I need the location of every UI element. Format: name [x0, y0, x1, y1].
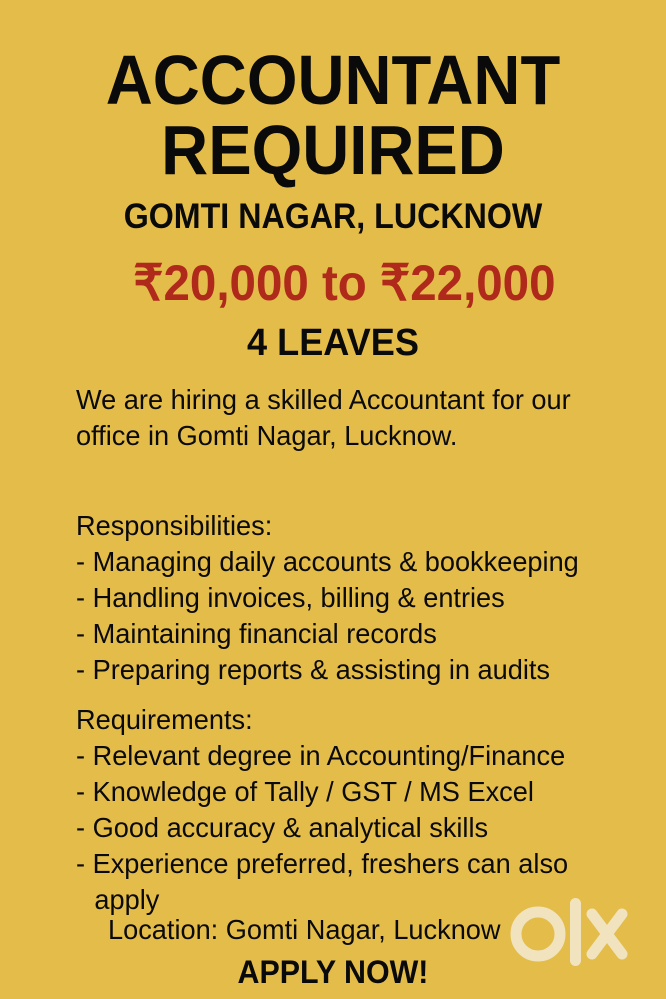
- responsibilities-section: [76, 508, 629, 688]
- title-line-1: ACCOUNTANT: [105, 41, 561, 119]
- responsibility-item: - Handling invoices, billing & entries: [76, 582, 505, 613]
- responsibility-item: - Preparing reports & assisting in audits: [76, 654, 551, 685]
- responsibility-item: - Managing daily accounts & bookkeeping: [76, 546, 579, 577]
- title-line-2: REQUIRED: [161, 111, 505, 189]
- leaves-info: 4 LEAVES: [247, 322, 419, 364]
- responsibility-item: - Maintaining financial records: [76, 618, 437, 649]
- location-header: GOMTI NAGAR, LUCKNOW: [123, 197, 543, 236]
- apply-now-cta: APPLY NOW!: [237, 954, 429, 990]
- requirement-item: - Knowledge of Tally / GST / MS Excel: [76, 776, 534, 807]
- requirements-heading: Requirements:: [76, 704, 253, 735]
- olx-logo-icon: [510, 892, 630, 972]
- requirement-item: - Relevant degree in Accounting/Finance: [76, 740, 566, 771]
- intro-text: We are hiring a skilled Accountant for our office in Gomti Nagar, Lucknow.: [76, 384, 571, 451]
- requirement-item: - Good accuracy & analytical skills: [76, 812, 489, 843]
- location-footer: Location: Gomti Nagar, Lucknow: [108, 914, 501, 945]
- responsibilities-heading: Responsibilities:: [76, 510, 273, 541]
- salary-range: ₹20,000 to ₹22,000: [133, 255, 556, 311]
- requirement-item: - Experience preferred, freshers can also apply: [76, 848, 569, 915]
- requirements-section: [76, 702, 619, 918]
